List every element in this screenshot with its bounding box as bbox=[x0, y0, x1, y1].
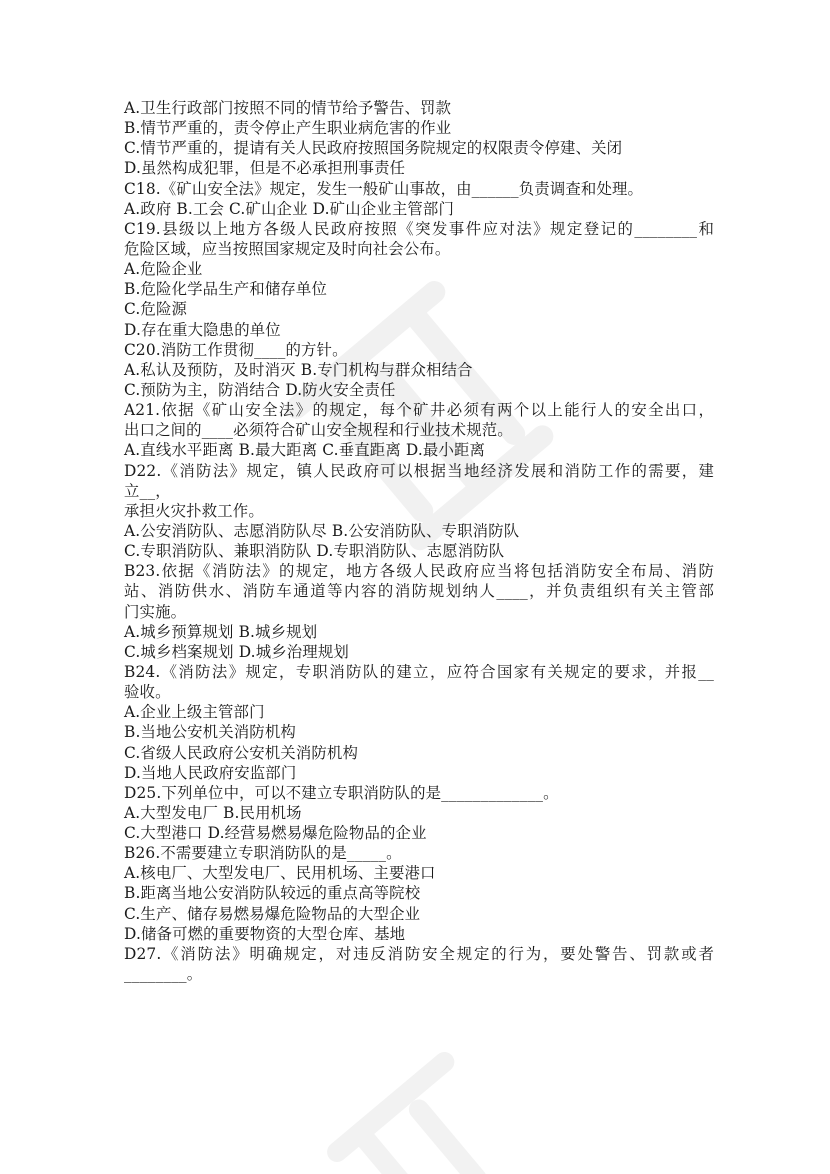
options-line: A.公安消防队、志愿消防队尽 B.公安消防队、专职消防队 bbox=[124, 521, 520, 540]
question-line: B23.依据《消防法》的规定，地方各级人民政府应当将包括消防安全布局、消防 bbox=[124, 562, 714, 581]
text-line: 站、消防供水、消防车通道等内容的消防规划纳人____，并负责组织有关主管部 bbox=[124, 582, 714, 601]
options-line: C.专职消防队、兼职消防队 D.专职消防队、志愿消防队 bbox=[124, 542, 505, 561]
question-text-block bbox=[124, 98, 714, 984]
text-line: 验收。 bbox=[124, 683, 171, 702]
option-line: D.储备可燃的重要物资的大型仓库、基地 bbox=[124, 924, 406, 943]
text-line: 立__， bbox=[124, 481, 171, 500]
option-line: C.省级人民政府公安机关消防机构 bbox=[124, 743, 358, 762]
question-line: D25.下列单位中，可以不建立专职消防队的是_____________。 bbox=[124, 783, 559, 802]
option-line: C.危险源 bbox=[124, 300, 188, 319]
options-line: A.私认及预防，及时消灭 B.专门机构与群众相结合 bbox=[124, 360, 473, 379]
question-line: A21.依据《矿山安全法》的规定，每个矿井必须有两个以上能行人的安全出口， bbox=[124, 401, 714, 420]
text-line: B.情节严重的，责令停止产生职业病危害的作业 bbox=[124, 119, 452, 138]
option-line: A.危险企业 bbox=[124, 260, 203, 279]
option-line: B.危险化学品生产和储存单位 bbox=[124, 280, 327, 299]
option-line: B.距离当地公安消防队较远的重点高等院校 bbox=[124, 884, 421, 903]
question-line: D27.《消防法》明确规定，对违反消防安全规定的行为，要处警告、罚款或者 bbox=[124, 944, 714, 963]
question-line: B24.《消防法》规定，专职消防队的建立，应符合国家有关规定的要求，并报__ bbox=[124, 662, 714, 681]
text-line: ________。 bbox=[124, 965, 203, 984]
options-line: A.城乡预算规划 B.城乡规划 bbox=[124, 622, 318, 641]
question-line: D22.《消防法》规定，镇人民政府可以根据当地经济发展和消防工作的需要，建 bbox=[124, 461, 714, 480]
option-line: C.生产、储存易燃易爆危险物品的大型企业 bbox=[124, 904, 421, 923]
question-line: C20.消防工作贯彻____的方针。 bbox=[124, 340, 348, 359]
option-line: A.核电厂、大型发电厂、民用机场、主要港口 bbox=[124, 864, 436, 883]
options-line: A.大型发电厂 B.民用机场 bbox=[124, 803, 302, 822]
option-line: D.存在重大隐患的单位 bbox=[124, 320, 281, 339]
options-line: A.直线水平距离 B.最大距离 C.垂直距离 D.最小距离 bbox=[124, 441, 486, 460]
text-line: D.虽然构成犯罪，但是不必承担刑事责任 bbox=[124, 159, 406, 178]
option-line: B.当地公安机关消防机构 bbox=[124, 723, 296, 742]
text-line: A.卫生行政部门按照不同的情节给予警告、罚款 bbox=[124, 99, 452, 117]
option-line: D.当地人民政府安监部门 bbox=[124, 763, 297, 782]
question-line: C19.县级以上地方各级人民政府按照《突发事件应对法》规定登记的________和 bbox=[124, 219, 714, 238]
options-line: A.政府 B.工会 C.矿山企业 D.矿山企业主管部门 bbox=[124, 199, 454, 218]
text-line: C.情节严重的，提请有关人民政府按照国务院规定的权限责令停建、关闭 bbox=[124, 139, 623, 158]
options-line: C.大型港口 D.经营易燃易爆危险物品的企业 bbox=[124, 824, 427, 843]
text-line: 出口之间的____必须符合矿山安全规程和行业技术规范。 bbox=[124, 421, 513, 440]
options-line: C.预防为主，防消结合 D.防火安全责任 bbox=[124, 380, 396, 399]
text-line: 门实施。 bbox=[124, 602, 187, 621]
watermark-logo-bottom bbox=[300, 1040, 520, 1174]
options-line: C.城乡档案规划 D.城乡治理规划 bbox=[124, 642, 349, 661]
text-line: 承担火灾扑救工作。 bbox=[124, 501, 264, 520]
text-line: 危险区域，应当按照国家规定及时向社会公布。 bbox=[124, 239, 451, 258]
option-line: A.企业上级主管部门 bbox=[124, 703, 265, 722]
question-line: C18.《矿山安全法》规定，发生一般矿山事故，由______负责调查和处理。 bbox=[124, 179, 644, 198]
question-line: B26.不需要建立专职消防队的是_____。 bbox=[124, 844, 402, 863]
